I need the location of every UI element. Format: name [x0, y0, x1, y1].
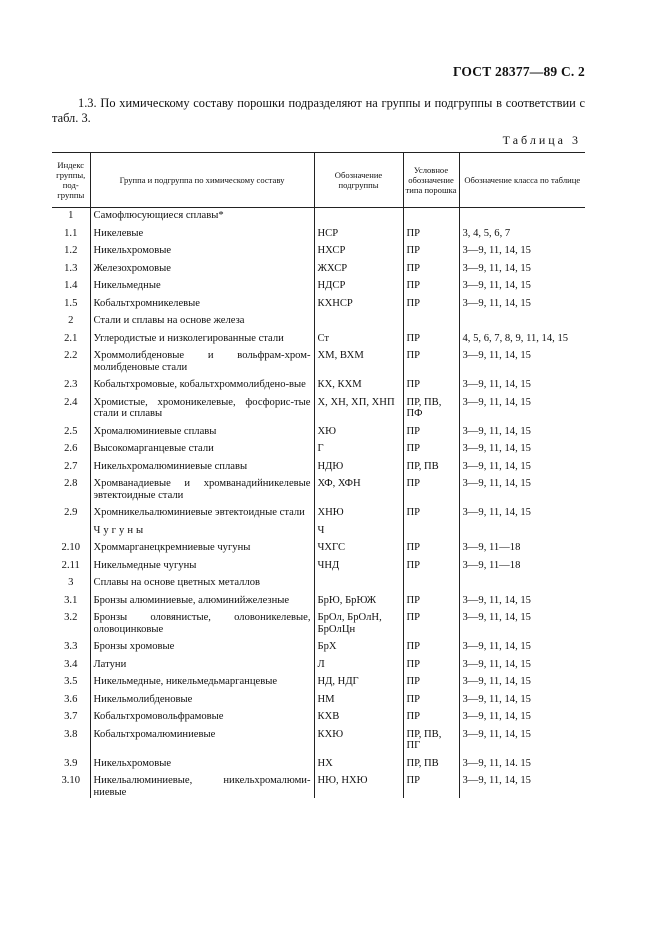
- cell-index: 3.3: [64, 641, 78, 652]
- table-row: [52, 670, 585, 688]
- cell-index: [52, 519, 90, 537]
- cell-class: 3—9, 11, 14, 15: [459, 606, 585, 635]
- header-designation: Обозначение подгруппы: [314, 153, 403, 208]
- cell-designation: Л: [314, 653, 403, 671]
- cell-index: 2.5: [64, 425, 78, 437]
- table-row: [52, 606, 585, 635]
- cell-class: [459, 571, 585, 589]
- cell-index: 2.3: [64, 379, 78, 390]
- table-body: [52, 208, 585, 799]
- cell-group: Бронзы оловянистые, оловоникелевые, оловоцинковые: [90, 606, 314, 635]
- cell-type: ПР: [403, 344, 459, 373]
- table-row: [52, 723, 585, 752]
- table-row: [52, 752, 585, 770]
- cell-index: 3.4: [64, 658, 78, 670]
- cell-designation: НЮ, НХЮ: [314, 769, 403, 798]
- cell-group: Никельхромовые: [90, 239, 314, 257]
- cell-type: ПР: [403, 536, 459, 554]
- cell-index: 2.4: [64, 396, 78, 408]
- cell-index: 3.6: [64, 693, 78, 705]
- cell-designation: [314, 208, 403, 222]
- cell-group: Бронзы алюминиевые, алюминийжелезные: [90, 589, 314, 607]
- cell-designation: НМ: [314, 688, 403, 706]
- cell-designation: НХ: [314, 752, 403, 770]
- cell-type: [403, 309, 459, 327]
- cell-index: 2.8: [64, 478, 78, 489]
- cell-class: 3—9, 11, 14, 15: [459, 373, 585, 391]
- cell-type: ПР: [403, 769, 459, 798]
- cell-class: [459, 519, 585, 537]
- table-row: [52, 536, 585, 554]
- cell-class: 3—9, 11, 14, 15: [459, 437, 585, 455]
- cell-type: ПР, ПВ, ПГ: [403, 723, 459, 752]
- cell-index: 2: [68, 315, 74, 326]
- cell-group: Хромистые, хромоникелевые, фосфорис-тые стали и сплавы: [90, 391, 314, 420]
- cell-class: 3—9, 11—18: [459, 536, 585, 554]
- header-group: Группа и подгруппа по химическому составу: [90, 153, 314, 208]
- table-row: [52, 769, 585, 798]
- cell-group: Кобальтхромовые, кобальтхроммолибдено-вые: [90, 373, 314, 391]
- cell-group: Хромникельалюминиевые эвтектоидные стали: [90, 501, 314, 519]
- cell-designation: Ч: [314, 519, 403, 537]
- cell-type: ПР: [403, 437, 459, 455]
- cell-group: Никельмедные, никельмедьмарганцевые: [90, 670, 314, 688]
- cell-group: Самофлюсующиеся сплавы*: [90, 208, 314, 222]
- cell-index: 1.4: [64, 280, 78, 291]
- cell-class: [459, 309, 585, 327]
- cell-class: 4, 5, 6, 7, 8, 9, 11, 14, 15: [459, 327, 585, 345]
- table-row: [52, 292, 585, 310]
- cell-group: Железохромовые: [90, 257, 314, 275]
- cell-index: 2.11: [61, 559, 80, 571]
- cell-class: [459, 208, 585, 222]
- cell-type: ПР: [403, 257, 459, 275]
- cell-designation: НСР: [314, 222, 403, 240]
- cell-class: 3—9, 11, 14, 15: [459, 274, 585, 292]
- cell-class: 3—9, 11, 14, 15: [459, 589, 585, 607]
- table-row: [52, 635, 585, 653]
- cell-designation: [314, 571, 403, 589]
- cell-type: ПР: [403, 420, 459, 438]
- cell-type: ПР: [403, 688, 459, 706]
- table-row: [52, 344, 585, 373]
- cell-index: 1.5: [64, 297, 78, 309]
- cell-index: 3.5: [64, 676, 78, 687]
- cell-designation: ЧНД: [314, 554, 403, 572]
- cell-designation: НХСР: [314, 239, 403, 257]
- cell-designation: Ст: [314, 327, 403, 345]
- cell-index: 3.7: [64, 711, 78, 722]
- cell-class: 3—9, 11, 14, 15: [459, 705, 585, 723]
- cell-designation: КХЮ: [314, 723, 403, 752]
- cell-index: 1: [68, 210, 74, 221]
- cell-index: 1.2: [64, 245, 78, 256]
- cell-type: ПР: [403, 292, 459, 310]
- header-index: Индекс группы, под-группы: [52, 153, 90, 208]
- groups-table: [52, 152, 585, 798]
- table-row: [52, 472, 585, 501]
- cell-group: Латуни: [90, 653, 314, 671]
- cell-type: ПР: [403, 670, 459, 688]
- cell-class: 3—9, 11, 14, 15: [459, 455, 585, 473]
- table-row: [52, 589, 585, 607]
- cell-type: ПР: [403, 589, 459, 607]
- cell-group: Никельмедные чугуны: [90, 554, 314, 572]
- table-row: [52, 554, 585, 572]
- cell-designation: НД, НДГ: [314, 670, 403, 688]
- cell-type: [403, 571, 459, 589]
- cell-class: 3—9, 11, 14, 15: [459, 653, 585, 671]
- cell-class: 3—9, 11—18: [459, 554, 585, 572]
- table-row: [52, 519, 585, 537]
- cell-group: Никельхромалюминиевые сплавы: [90, 455, 314, 473]
- table-row: [52, 455, 585, 473]
- cell-class: 3—9, 11, 14, 15: [459, 723, 585, 752]
- cell-group: Стали и сплавы на основе железа: [90, 309, 314, 327]
- cell-class: 3, 4, 5, 6, 7: [459, 222, 585, 240]
- table-row: [52, 208, 585, 222]
- cell-group: Хромванадиевые и хромванадийникелевые эвтектоидные стали: [90, 472, 314, 501]
- cell-class: 3—9, 11, 14. 15: [459, 752, 585, 770]
- cell-group: Никельмолибденовые: [90, 688, 314, 706]
- cell-group: Бронзы хромовые: [90, 635, 314, 653]
- cell-class: 3—9, 11, 14, 15: [459, 292, 585, 310]
- cell-group: Никельалюминиевые, никельхромалюми-ниевые: [90, 769, 314, 798]
- cell-group: Хроммарганецкремниевые чугуны: [90, 536, 314, 554]
- cell-type: ПР, ПВ: [403, 752, 459, 770]
- cell-designation: ХНЮ: [314, 501, 403, 519]
- cell-designation: КХНСР: [314, 292, 403, 310]
- cell-type: ПР: [403, 653, 459, 671]
- cell-group: Углеродистые и низколегированные стали: [90, 327, 314, 345]
- cell-type: ПР, ПВ, ПФ: [403, 391, 459, 420]
- cell-index: 3: [68, 577, 74, 588]
- cell-group: Высокомарганцевые стали: [90, 437, 314, 455]
- cell-index: 2.2: [64, 350, 78, 361]
- cell-group: Кобальтхромникелевые: [90, 292, 314, 310]
- table-row: [52, 327, 585, 345]
- cell-class: 3—9, 11, 14, 15: [459, 344, 585, 373]
- table-row: [52, 420, 585, 438]
- table-row: [52, 274, 585, 292]
- table-row: [52, 437, 585, 455]
- cell-type: ПР: [403, 327, 459, 345]
- cell-index: 2.10: [61, 542, 81, 553]
- cell-type: ПР: [403, 373, 459, 391]
- cell-type: ПР: [403, 472, 459, 501]
- table-row: [52, 373, 585, 391]
- cell-class: 3—9, 11, 14, 15: [459, 420, 585, 438]
- cell-type: [403, 519, 459, 537]
- cell-index: 3.1: [64, 594, 78, 606]
- cell-type: ПР: [403, 554, 459, 572]
- cell-index: 2.6: [64, 443, 78, 454]
- table-row: [52, 688, 585, 706]
- table-row: [52, 239, 585, 257]
- cell-class: 3—9, 11, 14, 15: [459, 670, 585, 688]
- cell-designation: [314, 309, 403, 327]
- cell-type: ПР: [403, 606, 459, 635]
- cell-group: Хроммолибденовые и вольфрам-хром-молибденовые стали: [90, 344, 314, 373]
- cell-designation: ХЮ: [314, 420, 403, 438]
- page-header: ГОСТ 28377—89 С. 2: [452, 64, 585, 79]
- table-row: [52, 705, 585, 723]
- intro-paragraph: 1.3. По химическому составу порошки подразделяют на группы и подгруппы в соответствии с табл. 3.: [52, 96, 585, 125]
- cell-designation: НДЮ: [314, 455, 403, 473]
- cell-type: ПР: [403, 501, 459, 519]
- table-row: [52, 653, 585, 671]
- cell-type: ПР: [403, 274, 459, 292]
- cell-class: 3—9, 11, 14, 15: [459, 472, 585, 501]
- cell-type: ПР: [403, 222, 459, 240]
- cell-designation: ЖХСР: [314, 257, 403, 275]
- header-class: Обозначение класса по таблице: [459, 153, 585, 208]
- cell-group: Никелевые: [90, 222, 314, 240]
- cell-designation: НДСР: [314, 274, 403, 292]
- cell-index: 2.7: [64, 460, 78, 472]
- cell-class: 3—9, 11, 14, 15: [459, 501, 585, 519]
- cell-group: Хромалюминиевые сплавы: [90, 420, 314, 438]
- header-conditional: Условное обозначение типа порошка: [403, 153, 459, 208]
- table-row: [52, 309, 585, 327]
- cell-designation: ЧХГС: [314, 536, 403, 554]
- cell-index: 1.3: [64, 262, 78, 274]
- cell-designation: БрХ: [314, 635, 403, 653]
- cell-type: ПР: [403, 239, 459, 257]
- cell-group: Чугуны: [90, 519, 314, 537]
- cell-type: ПР: [403, 635, 459, 653]
- cell-index: 3.9: [64, 757, 78, 769]
- cell-class: 3—9, 11, 14, 15: [459, 688, 585, 706]
- cell-designation: БрЮ, БрЮЖ: [314, 589, 403, 607]
- cell-group: Кобальтхромовольфрамовые: [90, 705, 314, 723]
- cell-index: 3.2: [64, 612, 78, 623]
- cell-class: 3—9, 11, 14, 15: [459, 769, 585, 798]
- cell-designation: КХВ: [314, 705, 403, 723]
- table-row: [52, 222, 585, 240]
- table-row: [52, 501, 585, 519]
- table-row: [52, 257, 585, 275]
- cell-designation: КХ, КХМ: [314, 373, 403, 391]
- cell-group: Кобальтхромалюминиевые: [90, 723, 314, 752]
- cell-group: Никельхромовые: [90, 752, 314, 770]
- cell-designation: Х, ХН, ХП, ХНП: [314, 391, 403, 420]
- cell-index: 2.9: [64, 507, 78, 518]
- cell-index: 1.1: [64, 227, 78, 239]
- cell-designation: БрОл, БрОлН, БрОлЦн: [314, 606, 403, 635]
- cell-designation: Г: [314, 437, 403, 455]
- cell-index: 3.10: [61, 775, 81, 786]
- cell-group: Никельмедные: [90, 274, 314, 292]
- cell-type: [403, 208, 459, 222]
- cell-class: 3—9, 11, 14, 15: [459, 239, 585, 257]
- cell-class: 3—9, 11, 14, 15: [459, 635, 585, 653]
- table-caption: Таблица 3: [502, 133, 581, 147]
- cell-group: Сплавы на основе цветных металлов: [90, 571, 314, 589]
- table-row: [52, 391, 585, 420]
- cell-designation: ХФ, ХФН: [314, 472, 403, 501]
- cell-designation: ХМ, ВХМ: [314, 344, 403, 373]
- cell-type: ПР, ПВ: [403, 455, 459, 473]
- table-row: [52, 571, 585, 589]
- cell-class: 3—9, 11, 14, 15: [459, 257, 585, 275]
- cell-class: 3—9, 11, 14, 15: [459, 391, 585, 420]
- cell-index: 3.8: [64, 728, 78, 740]
- cell-index: 2.1: [64, 332, 78, 344]
- table-header: [52, 153, 585, 208]
- cell-type: ПР: [403, 705, 459, 723]
